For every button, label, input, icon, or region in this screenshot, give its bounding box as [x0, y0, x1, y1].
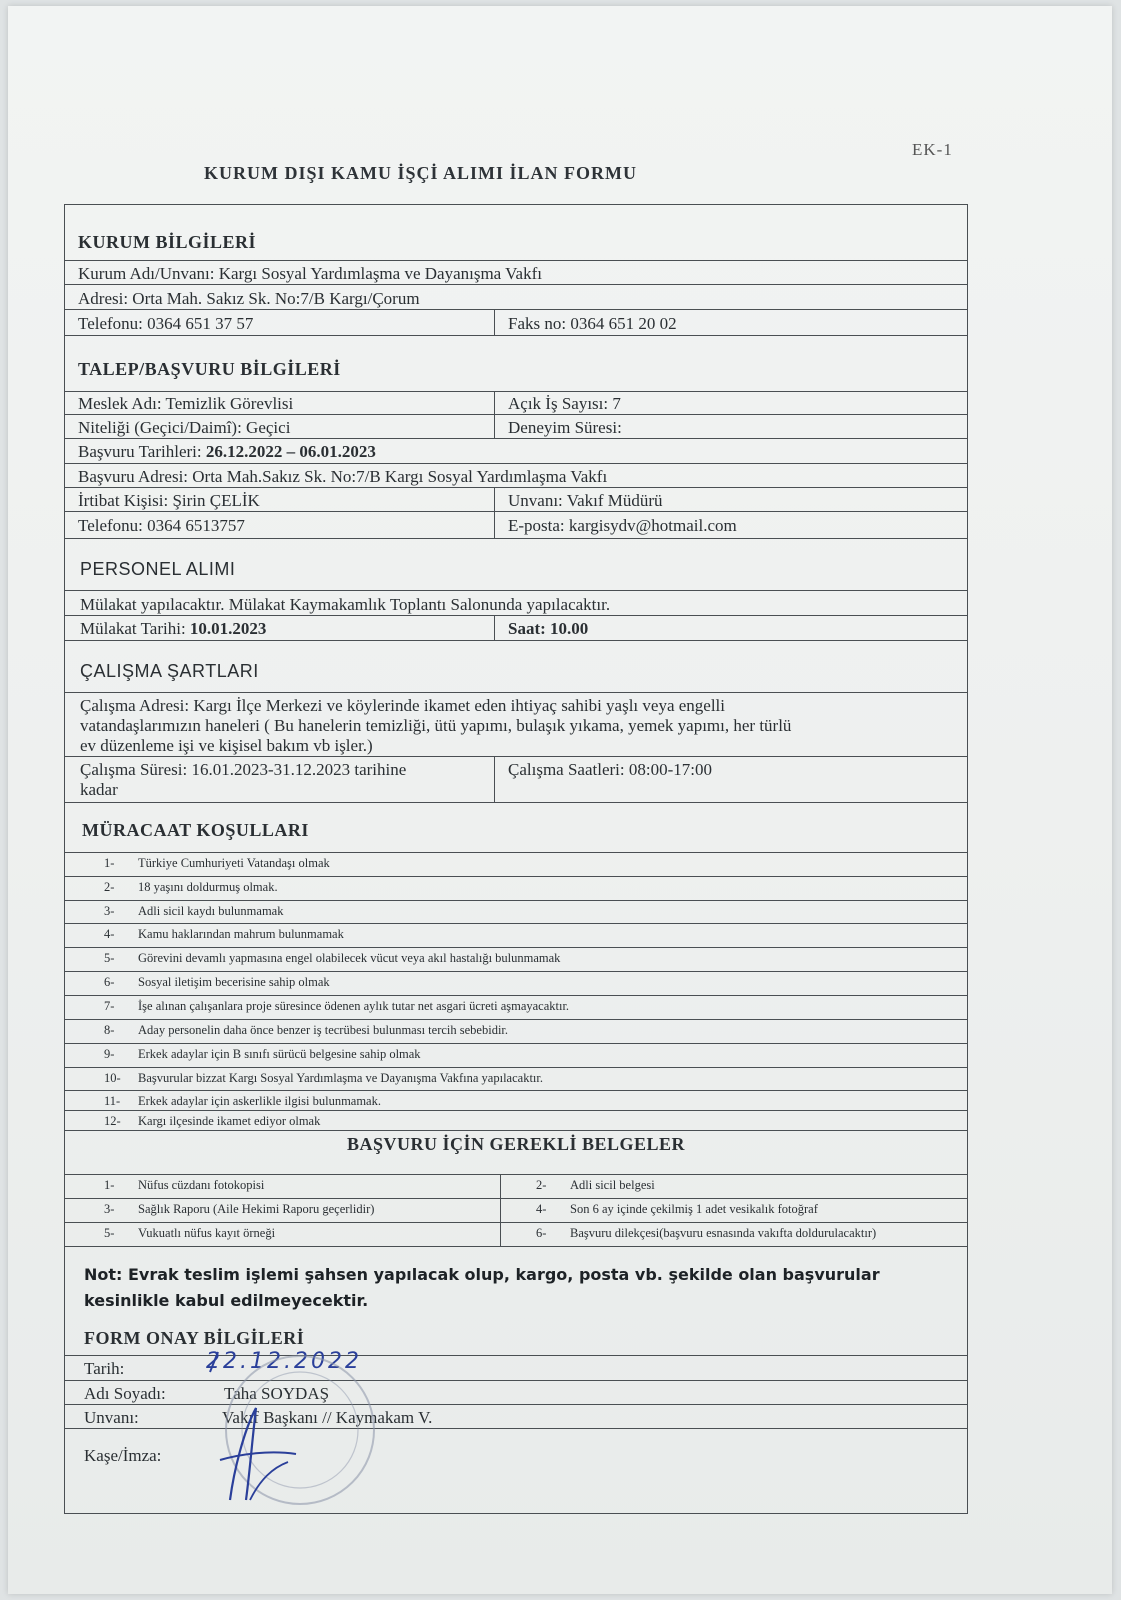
mulakat-saati: [508, 619, 588, 639]
condition-text: Görevini devamlı yapmasına engel olabilecek vücut veya akıl hastalığı bulunmamak: [138, 951, 561, 965]
document-item: Başvuru dilekçesi(başvuru esnasında vakıfta doldurulacaktır): [570, 1226, 877, 1240]
kurum-telefon: Telefonu: 0364 651 37 57: [78, 314, 254, 333]
annex-label: EK-1: [912, 140, 953, 159]
condition-number: 8-: [104, 1023, 115, 1037]
condition-number: 4-: [104, 927, 115, 941]
onay-ad-value: Taha SOYDAŞ: [224, 1384, 330, 1403]
onay-ad-label: Adı Soyadı:: [84, 1384, 166, 1403]
calisma-adresi-1: Çalışma Adresi: Kargı İlçe Merkezi ve köylerinde ikamet eden ihtiyaç sahibi yaşlı veya engelli: [80, 696, 726, 715]
kurum-faks: Faks no: 0364 651 20 02: [508, 314, 677, 333]
talep-heading: TALEP/BAŞVURU BİLGİLERİ: [78, 359, 341, 379]
onay-unvan-label: Unvanı:: [84, 1408, 139, 1427]
niteligi: Niteliği (Geçici/Daimî): Geçici: [78, 418, 291, 437]
condition-number: 5-: [104, 951, 115, 965]
condition-number: 9-: [104, 1047, 115, 1061]
stamp-signature-icon: [200, 1350, 420, 1510]
condition-text: Kamu haklarından mahrum bulunmamak: [138, 927, 344, 941]
acik-is-sayisi: Açık İş Sayısı: 7: [508, 394, 621, 413]
belgeler-heading: BAŞVURU İÇİN GEREKLİ BELGELER: [346, 1134, 686, 1154]
calisma-suresi-2: kadar: [80, 780, 118, 799]
condition-text: Sosyal iletişim becerisine sahip olmak: [138, 975, 330, 989]
personel-heading: PERSONEL ALIMI: [80, 559, 236, 579]
mulakat-saati-label: Saat:: [508, 619, 551, 638]
mulakat-bilgi: Mülakat yapılacaktır. Mülakat Kaymakamlık Toplantı Salonunda yapılacaktır.: [80, 595, 611, 614]
calisma-heading: ÇALIŞMA ŞARTLARI: [80, 661, 259, 681]
kurum-adi: Kurum Adı/Unvanı: Kargı Sosyal Yardımlaşma ve Dayanışma Vakfı: [78, 264, 542, 283]
irtibat-unvani: Unvanı: Vakıf Müdürü: [508, 491, 663, 510]
document-item: Sağlık Raporu (Aile Hekimi Raporu geçerlidir): [138, 1202, 375, 1216]
condition-text: Kargı ilçesinde ikamet ediyor olmak: [138, 1114, 321, 1128]
condition-text: Erkek adaylar için askerlikle ilgisi bulunmamak.: [138, 1094, 381, 1108]
onay-unvan-value: Vakıf Başkanı // Kaymakam V.: [222, 1408, 433, 1427]
condition-number: 11-: [104, 1094, 121, 1108]
condition-number: 1-: [104, 856, 115, 870]
condition-text: İşe alınan çalışanlara proje süresince ödenen aylık tutar net asgari ücreti aşmayacaktır.: [138, 999, 570, 1013]
kurum-heading: KURUM BİLGİLERİ: [78, 232, 257, 252]
note-text: Not: Evrak teslim işlemi şahsen yapılacak olup, kargo, posta vb. şekilde olan başvurular kesinlikle kabul edilmeyecektir.: [84, 1265, 880, 1310]
document-number: 1-: [104, 1178, 115, 1192]
mulakat-tarihi-value: 10.01.2023: [189, 619, 267, 638]
condition-text: Başvurular bizzat Kargı Sosyal Yardımlaşma ve Dayanışma Vakfına yapılacaktır.: [138, 1071, 543, 1085]
condition-text: 18 yaşını doldurmuş olmak.: [138, 880, 278, 894]
calisma-saatleri: Çalışma Saatleri: 08:00-17:00: [508, 760, 712, 779]
condition-text: Türkiye Cumhuriyeti Vatandaşı olmak: [138, 856, 330, 870]
form-title: KURUM DIŞI KAMU İŞÇİ ALIMI İLAN FORMU: [204, 163, 638, 183]
kurum-adres: Adresi: Orta Mah. Sakız Sk. No:7/B Kargı/Çorum: [78, 289, 420, 308]
document-item: Son 6 ay içinde çekilmiş 1 adet vesikalık fotoğraf: [570, 1202, 818, 1216]
document-number: 6-: [536, 1226, 547, 1240]
basvuru-adresi: Başvuru Adresi: Orta Mah.Sakız Sk. No:7/B Kargı Sosyal Yardımlaşma Vakfı: [78, 467, 608, 486]
irtibat-kisisi: İrtibat Kişisi: Şirin ÇELİK: [78, 491, 260, 510]
document-number: 3-: [104, 1202, 115, 1216]
onay-tarih-value: 22.12.2022: [206, 1349, 362, 1374]
basvuru-tarihleri-label: Başvuru Tarihleri:: [78, 442, 206, 461]
condition-number: 3-: [104, 904, 115, 918]
mulakat-tarihi: [80, 619, 266, 639]
condition-text: Aday personelin daha önce benzer iş tecrübesi bulunması tercih sebebidir.: [138, 1023, 509, 1037]
document-item: Nüfus cüzdanı fotokopisi: [138, 1178, 265, 1192]
basvuru-tarihleri: [78, 442, 376, 462]
condition-number: 10-: [104, 1071, 121, 1085]
condition-number: 12-: [104, 1114, 121, 1128]
document-item: Adli sicil belgesi: [570, 1178, 655, 1192]
calisma-adresi-3: ev düzenleme işi ve kişisel bakım vb işler.): [80, 736, 373, 755]
calisma-adresi-2: vatandaşlarımızın haneleri ( Bu hanelerin temizliği, ütü yapımı, bulaşık yıkama, yemek yapımı, her türlü: [80, 716, 792, 735]
condition-number: 6-: [104, 975, 115, 989]
irtibat-eposta: E-posta: kargisydv@hotmail.com: [508, 516, 737, 535]
document-number: 4-: [536, 1202, 547, 1216]
mulakat-saati-value: 10.00: [550, 619, 589, 638]
meslek-adi: Meslek Adı: Temizlik Görevlisi: [78, 394, 294, 413]
document-item: Vukuatlı nüfus kayıt örneği: [138, 1226, 276, 1240]
condition-text: Erkek adaylar için B sınıfı sürücü belgesine sahip olmak: [138, 1047, 421, 1061]
condition-number: 7-: [104, 999, 115, 1013]
condition-number: 2-: [104, 880, 115, 894]
basvuru-tarihleri-value: 26.12.2022 – 06.01.2023: [205, 442, 376, 461]
document-number: 5-: [104, 1226, 115, 1240]
calisma-suresi-1: Çalışma Süresi: 16.01.2023-31.12.2023 tarihine: [80, 760, 407, 779]
muracaat-heading: MÜRACAAT KOŞULLARI: [82, 820, 309, 840]
irtibat-telefon: Telefonu: 0364 6513757: [78, 516, 245, 535]
document-number: 2-: [536, 1178, 547, 1192]
onay-imza-label: Kaşe/İmza:: [84, 1446, 162, 1465]
onay-tarih-label: Tarih:: [84, 1359, 125, 1378]
mulakat-tarihi-label: Mülakat Tarihi:: [80, 619, 190, 638]
condition-text: Adli sicil kaydı bulunmamak: [138, 904, 284, 918]
deneyim-suresi: Deneyim Süresi:: [508, 418, 622, 437]
onay-heading: FORM ONAY BİLGİLERİ: [84, 1328, 305, 1348]
